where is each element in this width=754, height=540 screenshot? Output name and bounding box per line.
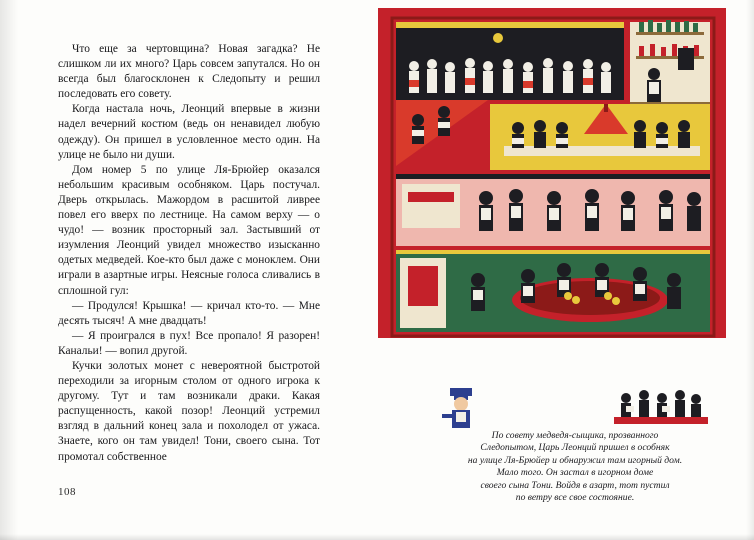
paragraph-dialogue: — Продулся! Крышка! — кричал кто-то. — Мне десять тысяч! А мне двадцать! [58, 299, 320, 327]
paragraph: Что еще за чертовщина? Новая загадка? Не слишком ли их много? Царь совсем запутался. Но он всегда был благосклонен к Следопыту и решил последовать его совету. [58, 43, 320, 101]
caption-line: своего сына Тони. Войдя в азарт, тот пустил [480, 479, 670, 491]
illustration-caption [430, 386, 720, 504]
detective-figure [442, 388, 472, 428]
body-text-column [58, 42, 320, 465]
caption-vignette [430, 386, 720, 430]
caption-line: по ветру все свое состояние. [515, 492, 635, 504]
gamblers-vignette [614, 390, 708, 424]
page-number: 108 [58, 486, 76, 498]
paragraph: Когда настала ночь, Леонций впервые в жизни надел вечерний костюм (ведь он ненавидел любую одежду). Он пришел в условленное место один. На улице не было ни души. [58, 103, 320, 161]
page-edge-bottom [0, 534, 754, 540]
caption-line: Мало того. Он застал в игорном доме [496, 467, 654, 479]
paragraph: Кучки золотых монет с невероятной быстротой переходили за игорным столом от одного игрока к другому. Тут и там возникали драки. Какая распущенность, какой позор! Леонций устремил взгляд в дальний конец зала и похолодел от ужаса. Знаете, кого он там увидел! Тони, своего сына. Тот промотал собственное [58, 359, 320, 463]
illustration-gambling-house [378, 8, 726, 338]
page-edge-right [746, 0, 754, 540]
paragraph: Дом номер 5 по улице Ля-Брюйер оказался небольшим красивым особняком. Царь постучал. Дверь открылась. Мажордом в расшитой ливрее повел его вверх по лестнице. На самом верху — о чудо! — возник просторный зал. Застывший от изумления Леонций увидел множество изысканно одетых медведей. Кое-кто был даже с моноклем. Они играли в азартные игры. Неясные голоса сливались в сплошной гул: [58, 163, 320, 297]
caption-text [430, 430, 720, 504]
caption-line: По совету медведя-сыщика, прозванного [491, 430, 659, 441]
paragraph-dialogue: — Я проигрался в пух! Все пропало! Я разорен! Канальи! — вопил другой. [58, 329, 320, 357]
caption-line: Следопытом, Царь Леонций пришел в особняк [480, 442, 670, 454]
page-gutter-shadow [0, 0, 18, 540]
caption-line: на улице Ля-Брюйер и обнаружил там игорный дом. [467, 454, 683, 466]
